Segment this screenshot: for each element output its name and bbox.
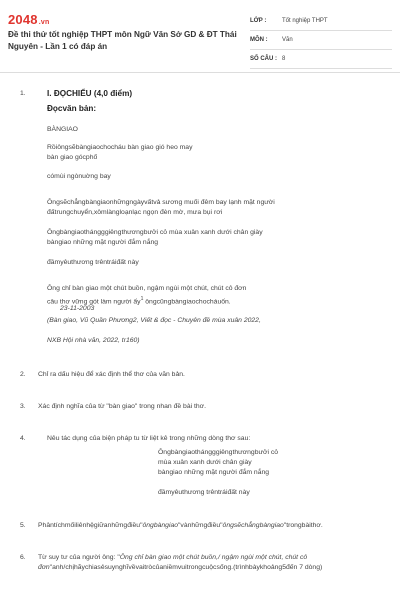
question-text: Xác định nghĩa của từ "bàn giao" trong nhan đề bài thơ.: [38, 403, 207, 410]
question-number: 3.: [20, 403, 26, 410]
question-number: 1.: [20, 90, 26, 97]
quoted-line: mùa xuân xanh dưới chân giày: [158, 459, 252, 466]
site-logo[interactable]: [8, 12, 49, 27]
poem-line: bàn giao gócphố: [47, 154, 98, 161]
poem-line-text: câu thơ vững gót làm người ấy: [47, 298, 141, 306]
header-divider: [0, 72, 400, 73]
question-text: Nêu tác dụng của biện pháp tu từ liệt kê trong những dòng thơ sau:: [47, 435, 251, 442]
poem-line: Ôngbàngiaothángggiêngthươngbưởi cỏ mùa xuân xanh dưới chân giày: [47, 229, 263, 236]
footnote-mark[interactable]: 1: [140, 296, 144, 302]
question-number: 5.: [20, 522, 26, 529]
question-text-part: Từ suy tư của người ông: ": [38, 554, 120, 561]
question-text-part: "anh/chịhãychiasẻsuynghĩvềvaitròcủaniềmvuitrongcuộcsống.(trìnhbàykhoảng5đến 7 dòng): [49, 564, 323, 571]
section-title: I. ĐỌCHIỂU (4,0 điểm): [47, 89, 133, 98]
quoted-line: bàngiao những mặt người đắm nắng: [158, 469, 270, 476]
question-text-part: "trongbàithơ.: [283, 522, 323, 529]
poem-source: (Bàn giao, Vũ Quần Phương2, Viết & đọc - Chuyên đề mùa xuân 2022,: [47, 317, 261, 324]
meta-value: 8: [282, 56, 286, 62]
poem-title: BÀNGIAO: [47, 126, 78, 133]
question-number: 2.: [20, 371, 26, 378]
meta-value: Văn: [282, 37, 293, 43]
meta-value: Tốt nghiệp THPT: [282, 18, 328, 24]
question-number: 6.: [20, 554, 26, 561]
question-number: 4.: [20, 435, 26, 442]
meta-row-subject: [250, 31, 392, 50]
meta-label: MÔN :: [250, 37, 268, 43]
meta-row-count: [250, 50, 392, 69]
poem-date: 23-11-2003: [60, 305, 95, 312]
poem-line: Ông chỉ bàn giao một chút buồn, ngậm ngùi một chút, chút cô đơn: [47, 285, 247, 292]
quoted-line: Ôngbàngiaothángggiêngthươngbưởi cỏ: [158, 449, 279, 456]
question-text-italic: ôngbàngiao: [142, 522, 179, 529]
question-text: [38, 553, 383, 573]
logo-suffix: .vn: [38, 19, 50, 26]
question-text-italic: ôngsẽchẳngbàngiao: [222, 522, 284, 529]
poem-line: đầmyêuthương trêntráiđất này: [47, 259, 139, 266]
question-text-part: Phântíchmốiliênhệgiữanhữngđiều": [38, 522, 143, 529]
poem-line: đấtrungchuyển,xômlàngloạnlạc ngọn đèn mờ, mưa bụi rơi: [47, 209, 223, 216]
meta-label: SỐ CÂU :: [250, 56, 277, 62]
question-text: [38, 521, 383, 531]
question-text-part: "vànhữngđiều": [178, 522, 223, 529]
question-text-italic: Ông chỉ bàn giao một chút buồn,/ ngậm ngùi một chút, chút cô đơn: [38, 554, 308, 571]
poem-line-text: ôngcũngbàngiaochocháuốn.: [145, 298, 231, 306]
poem-line: cómùi ngònuờng bay: [47, 173, 111, 180]
exam-meta: [250, 12, 392, 69]
logo-text: 2048: [8, 12, 38, 27]
question-text: Chỉ ra dấu hiệu để xác định thể thơ của văn bản.: [38, 371, 185, 378]
poem-line: bàngiao những mặt người đắm nắng: [47, 239, 159, 246]
poem-line: Rồiôngsẽbàngiaochocháu bàn giao gió heo may: [47, 144, 193, 151]
quoted-line: đầmyêuthương trêntráiđất này: [158, 489, 250, 496]
page-title: Đề thi thử tốt nghiệp THPT môn Ngữ Văn Sở GD & ĐT Thái Nguyên - Lần 1 có đáp án: [8, 30, 237, 51]
section-subtitle: Đọcvăn bản:: [47, 104, 97, 113]
poem-line: Ôngsẽchẳngbàngiaonhữngngàyvấtvả sương muối đêm bay lạnh mặt người: [47, 199, 275, 206]
meta-row-class: [250, 12, 392, 31]
poem-source: NXB Hội nhà văn, 2022, tr160): [47, 337, 140, 344]
meta-label: LỚP :: [250, 18, 267, 24]
